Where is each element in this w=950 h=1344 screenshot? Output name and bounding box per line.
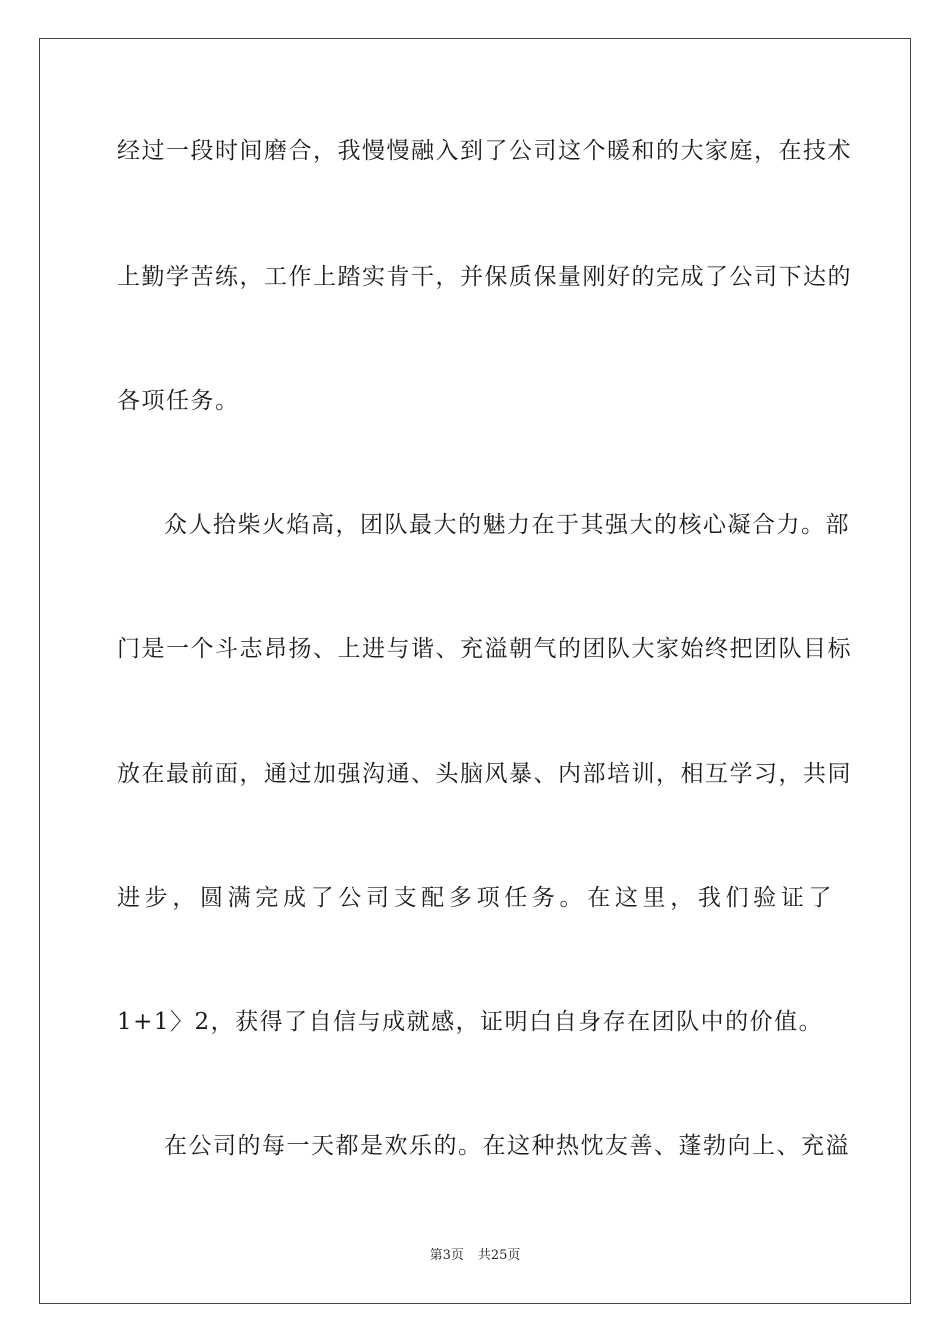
page-total: 共25页	[477, 1248, 521, 1263]
text-line-6: 放在最前面，通过加强沟通、头脑风暴、内部培训，相互学习，共同	[117, 761, 852, 787]
text-line-8: 1+1〉2，获得了自信与成就感，证明白自身存在团队中的价值。	[117, 1009, 824, 1035]
text-line-9: 在公司的每一天都是欢乐的。在这种热忱友善、蓬勃向上、充溢	[164, 1133, 850, 1159]
text-line-4: 众人拾柴火焰高，团队最大的魅力在于其强大的核心凝合力。部	[164, 512, 850, 538]
text-line-1: 经过一段时间磨合，我慢慢融入到了公司这个暖和的大家庭，在技术	[117, 138, 852, 164]
text-line-3: 各项任务。	[117, 388, 240, 414]
text-line-5: 门是一个斗志昂扬、上进与谐、充溢朝气的团队大家始终把团队目标	[117, 636, 852, 662]
page-number: 第3页	[429, 1248, 464, 1263]
text-line-7: 进步，圆满完成了公司支配多项任务。在这里，我们验证了	[117, 885, 833, 911]
page-border	[39, 38, 911, 1304]
page-footer	[0, 1247, 950, 1265]
text-line-2: 上勤学苦练，工作上踏实肯干，并保质保量刚好的完成了公司下达的	[117, 264, 852, 290]
